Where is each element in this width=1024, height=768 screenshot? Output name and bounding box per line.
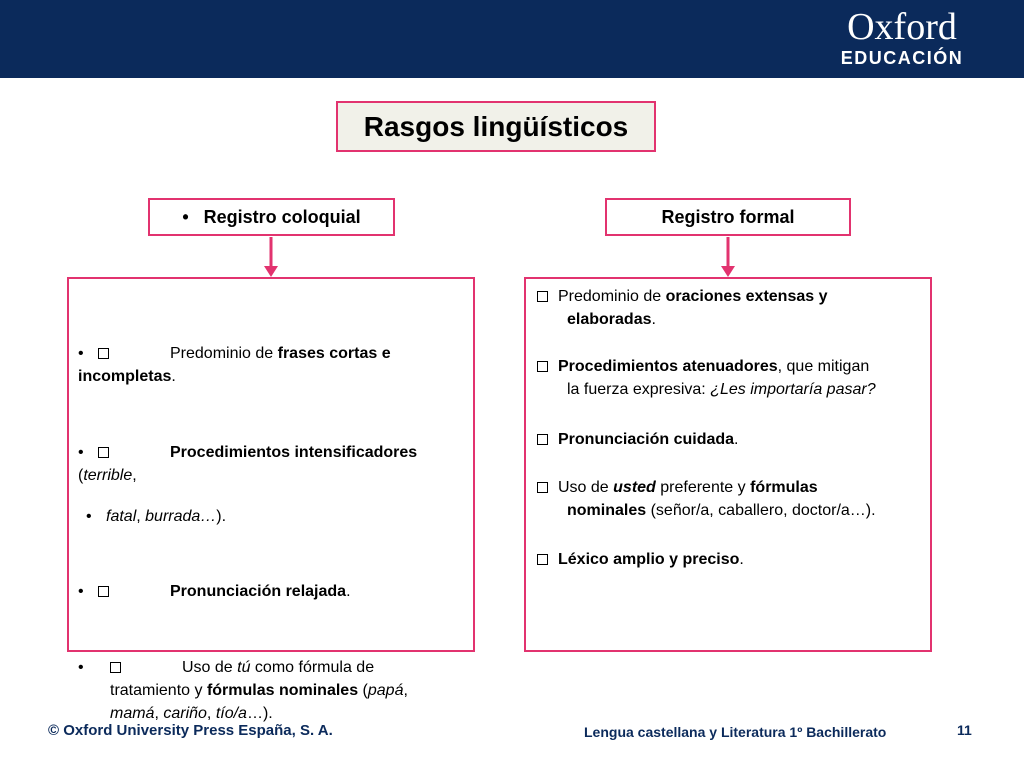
bullet-icon: • [78, 345, 84, 362]
header-bar [0, 0, 1024, 78]
oxford-logo [832, 8, 972, 70]
checkbox-square-icon [537, 434, 548, 445]
footer-course: Lengua castellana y Literatura 1º Bachillerato [584, 724, 887, 740]
list-item: • Procedimientos intensificadores (terrible, [78, 441, 468, 487]
checkbox-square-icon [110, 662, 121, 673]
checkbox-square-icon [537, 291, 548, 302]
arrow-down-icon [264, 237, 278, 277]
list-item: Léxico amplio y preciso. [537, 548, 922, 571]
checkbox-square-icon [98, 348, 109, 359]
logo-educacion-text: EDUCACIÓN [840, 48, 964, 68]
title-box [336, 101, 656, 152]
bullet-icon: • [182, 207, 189, 227]
bullet-icon: • [78, 583, 84, 600]
list-item: Pronunciación cuidada. [537, 428, 922, 451]
heading-coloquial [148, 198, 395, 236]
list-item: • Pronunciación relajada. [78, 580, 468, 603]
list-item: Procedimientos atenuadores, que mitigan la fuerza expresiva: ¿Les importaría pasar? [537, 355, 922, 401]
bullet-icon: • [86, 508, 92, 525]
list-item: Uso de usted preferente y fórmulas nominales (señor/a, caballero, doctor/a…). [537, 476, 927, 522]
checkbox-square-icon [98, 586, 109, 597]
checkbox-square-icon [98, 447, 109, 458]
list-item: • Predominio de frases cortas e incompletas. [78, 342, 468, 388]
footer-copyright: © Oxford University Press España, S. A. [48, 722, 333, 739]
logo-oxford-text: Oxford [847, 6, 957, 48]
bullet-icon: • [78, 444, 84, 461]
heading-coloquial-label: Registro coloquial [203, 207, 361, 227]
bullet-icon: • [78, 659, 84, 676]
checkbox-square-icon [537, 554, 548, 565]
page-title: Rasgos lingüísticos [363, 111, 629, 142]
heading-formal-label: Registro formal [661, 207, 795, 227]
heading-formal [605, 198, 851, 236]
checkbox-square-icon [537, 361, 548, 372]
list-item: • Uso de tú como fórmula de tratamiento y fórmulas nominales (papá, mamá, cariño, tío/a…). [78, 656, 478, 725]
checkbox-square-icon [537, 482, 548, 493]
formal-box [524, 277, 932, 652]
list-item: Predominio de oraciones extensas y elaboradas. [537, 285, 922, 331]
list-item: • fatal, burrada…). [86, 505, 466, 528]
page-number: 11 [957, 722, 972, 738]
arrow-down-icon [721, 237, 735, 277]
